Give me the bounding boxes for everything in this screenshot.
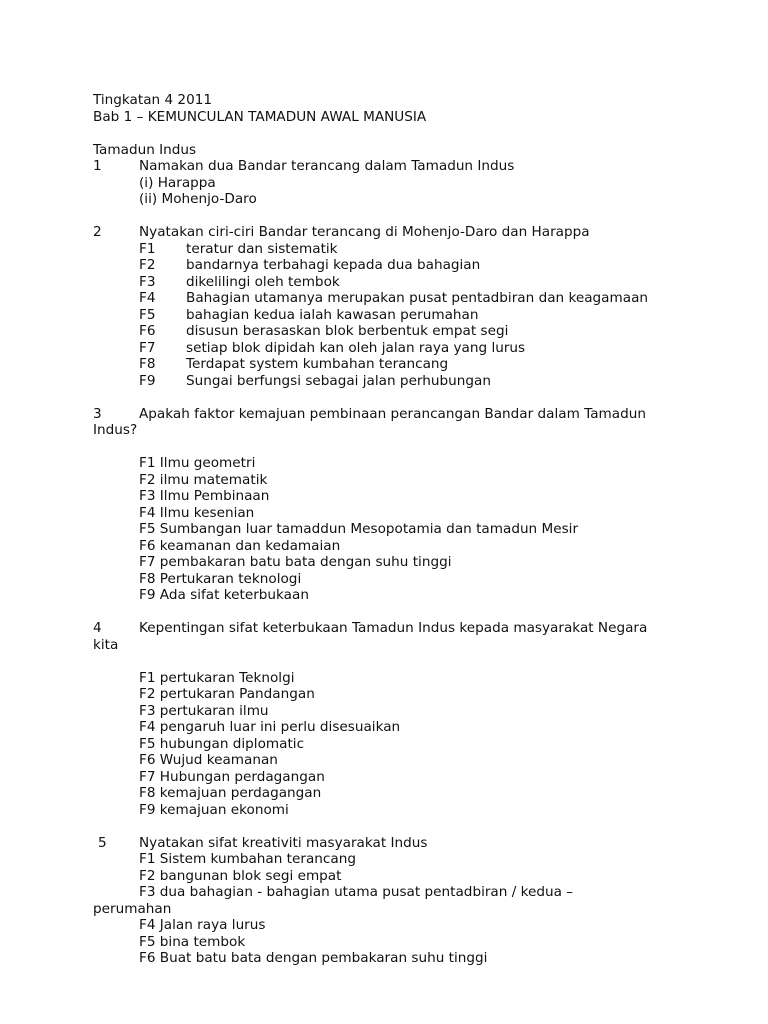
answer-line: F5 bahagian kedua ialah kawasan perumahan xyxy=(139,306,479,323)
answer-line: (i) Harappa xyxy=(139,174,216,191)
question-text: Kepentingan sifat keterbukaan Tamadun Indus kepada masyarakat Negara xyxy=(139,620,648,636)
question-4 xyxy=(93,620,733,637)
answer-line: F8 Pertukaran teknologi xyxy=(139,570,302,587)
question-5 xyxy=(93,835,733,852)
answer-line: F2 ilmu matematik xyxy=(139,471,268,488)
question-1 xyxy=(93,158,733,175)
question-2 xyxy=(93,224,733,241)
answer-line: F5 bina tembok xyxy=(139,933,246,950)
document-body xyxy=(93,92,733,967)
question-3 xyxy=(93,406,733,423)
answer-line: F4 Jalan raya lurus xyxy=(139,917,266,933)
answer-line: (ii) Mohenjo-Daro xyxy=(139,191,257,207)
question-text: Namakan dua Bandar terancang dalam Tamadun Indus xyxy=(139,158,515,174)
answer-line: F1 teratur dan sistematik xyxy=(139,240,338,257)
blank-line xyxy=(93,653,733,670)
question-number: 5 xyxy=(98,834,107,851)
question-text: Nyatakan sifat kreativiti masyarakat Indus xyxy=(139,834,428,851)
question-number: 1 xyxy=(93,158,102,174)
answer-line: F7 Hubungan perdagangan xyxy=(139,768,325,785)
topic-heading: Tamadun Indus xyxy=(93,141,197,158)
answer-line: F1 Sistem kumbahan terancang xyxy=(139,851,356,867)
blank-line xyxy=(93,818,733,835)
answer-line: F6 disusun berasaskan blok berbentuk empat segi xyxy=(139,323,509,339)
answer-line: F9 kemajuan ekonomi xyxy=(139,801,289,818)
answer-line: F1 Ilmu geometri xyxy=(139,455,256,471)
question-number: 3 xyxy=(93,405,102,422)
question-text: Apakah faktor kemajuan pembinaan perancangan Bandar dalam Tamadun xyxy=(139,405,646,422)
answer-line: F5 Sumbangan luar tamaddun Mesopotamia dan tamadun Mesir xyxy=(139,521,579,537)
answer-line: F3 Ilmu Pembinaan xyxy=(139,488,270,504)
answer-line: F9 Ada sifat keterbukaan xyxy=(139,587,309,603)
answer-line: F2 bangunan blok segi empat xyxy=(139,867,342,884)
answer-wrap: perumahan xyxy=(93,900,172,917)
answer-line: F8 Terdapat system kumbahan terancang xyxy=(139,356,449,372)
answer-line: F6 Wujud keamanan xyxy=(139,752,278,768)
answer-line: F6 keamanan dan kedamaian xyxy=(139,537,341,554)
answer-line: F4 pengaruh luar ini perlu disesuaikan xyxy=(139,719,401,735)
question-text: Nyatakan ciri-ciri Bandar terancang di Mohenjo-Daro dan Harappa xyxy=(139,224,590,240)
answer-line: F3 dikelilingi oleh tembok xyxy=(139,273,340,290)
form-year: Tingkatan 4 2011 xyxy=(93,92,213,108)
question-text-wrap: kita xyxy=(93,636,119,653)
question-text-wrap: Indus? xyxy=(93,422,138,438)
answer-line: F7 pembakaran batu bata dengan suhu tinggi xyxy=(139,554,452,570)
blank-line xyxy=(93,389,733,406)
blank-line xyxy=(93,208,733,225)
answer-line: F2 bandarnya terbahagi kepada dua bahagian xyxy=(139,257,481,273)
answer-line: F6 Buat batu bata dengan pembakaran suhu tinggi xyxy=(139,950,488,966)
blank-line xyxy=(93,604,733,621)
question-number: 4 xyxy=(93,620,102,636)
answer-line: F2 pertukaran Pandangan xyxy=(139,686,315,702)
answer-line: F3 dua bahagian - bahagian utama pusat pentadbiran / kedua – xyxy=(139,884,574,900)
answer-line: F5 hubungan diplomatic xyxy=(139,735,305,752)
answer-line: F8 kemajuan perdagangan xyxy=(139,785,322,801)
blank-line xyxy=(93,439,733,456)
question-number: 2 xyxy=(93,224,102,240)
answer-line: F3 pertukaran ilmu xyxy=(139,702,269,719)
answer-line: F7 setiap blok dipidah kan oleh jalan raya yang lurus xyxy=(139,339,526,356)
answer-line: F1 pertukaran Teknolgi xyxy=(139,669,295,686)
chapter-title: Bab 1 – KEMUNCULAN TAMADUN AWAL MANUSIA xyxy=(93,108,427,125)
answer-line: F4 Bahagian utamanya merupakan pusat pentadbiran dan keagamaan xyxy=(139,290,649,306)
blank-line xyxy=(93,125,733,142)
answer-line: F9 Sungai berfungsi sebagai jalan perhubungan xyxy=(139,372,491,389)
answer-line: F4 Ilmu kesenian xyxy=(139,504,255,521)
